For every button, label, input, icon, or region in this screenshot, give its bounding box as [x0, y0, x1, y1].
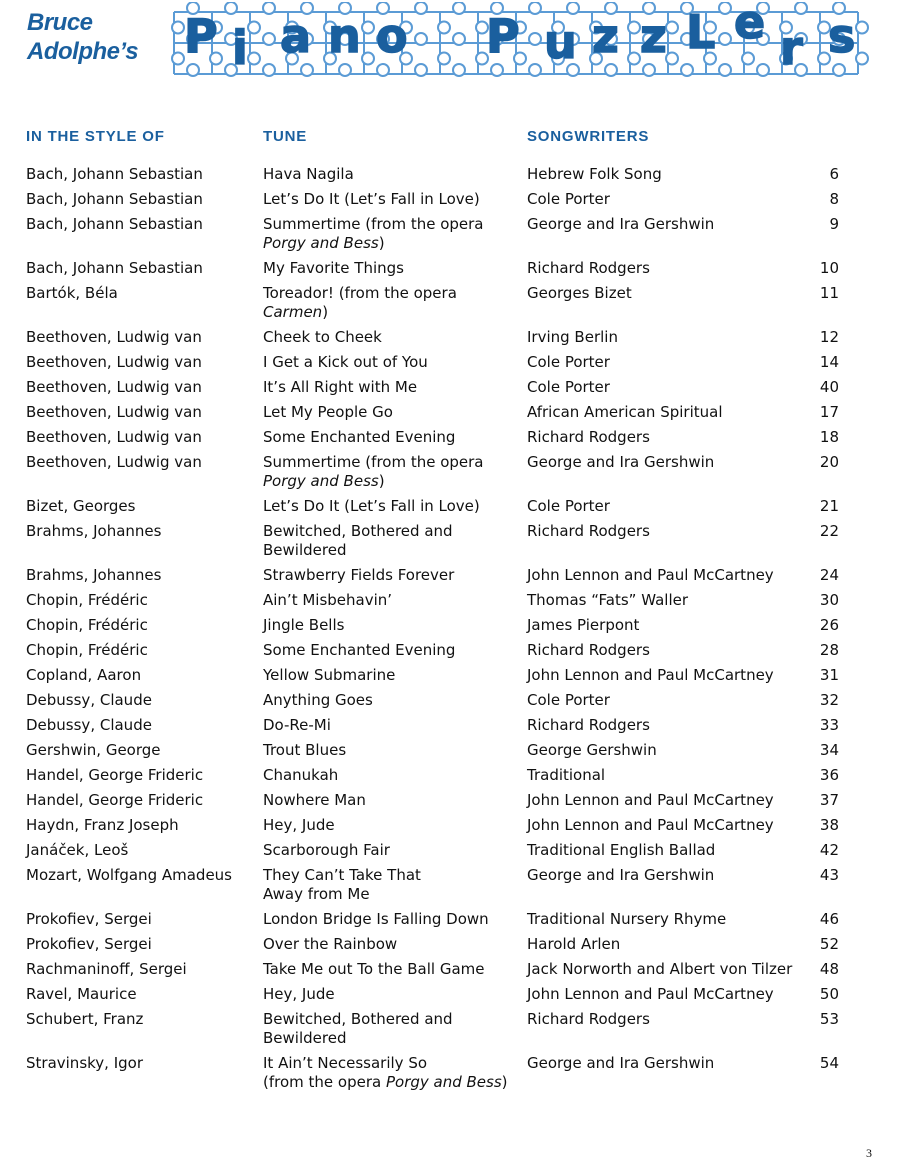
tune-line-1: Some Enchanted Evening — [263, 641, 456, 659]
puzzle-knob — [628, 22, 640, 34]
tune-cell — [263, 985, 335, 1004]
songwriter-cell: George and Ira Gershwin — [527, 866, 715, 884]
tune-line-1: Hey, Jude — [263, 985, 335, 1003]
logo-letter: z — [592, 9, 619, 63]
logo-letter: z — [640, 9, 667, 63]
style-cell: Bartók, Béla — [26, 284, 118, 302]
songwriter-cell: John Lennon and Paul McCartney — [527, 791, 774, 809]
tune-line-2-text: Away from Me — [263, 885, 370, 903]
page-cell: 42 — [819, 841, 839, 859]
songwriter-cell: Georges Bizet — [527, 284, 632, 302]
songwriter-cell: George Gershwin — [527, 741, 657, 759]
puzzle-knob — [666, 53, 678, 65]
songwriter-cell: George and Ira Gershwin — [527, 215, 715, 233]
table-row — [0, 328, 901, 353]
logo-letter: r — [780, 21, 803, 75]
page-cell: 12 — [819, 328, 839, 346]
tune-cell — [263, 522, 453, 560]
puzzle-knob — [453, 64, 465, 76]
tune-cell — [263, 284, 457, 322]
page-cell: 20 — [819, 453, 839, 471]
contents-table — [0, 165, 901, 1098]
style-cell: Beethoven, Ludwig van — [26, 428, 202, 446]
songwriter-cell: George and Ira Gershwin — [527, 453, 715, 471]
tune-line-2-closing: ) — [501, 1073, 508, 1091]
tune-cell — [263, 666, 395, 685]
tune-cell — [263, 1010, 453, 1048]
page-cell: 53 — [819, 1010, 839, 1028]
table-row — [0, 522, 901, 566]
style-cell: Debussy, Claude — [26, 691, 152, 709]
puzzle-knob — [438, 53, 450, 65]
songwriter-cell: James Pierpont — [527, 616, 640, 634]
page-cell: 22 — [819, 522, 839, 540]
puzzle-knob — [438, 22, 450, 34]
page-cell: 48 — [819, 960, 839, 978]
songwriter-cell: Cole Porter — [527, 691, 610, 709]
style-cell: Beethoven, Ludwig van — [26, 378, 202, 396]
style-cell: Beethoven, Ludwig van — [26, 403, 202, 421]
page-cell: 37 — [819, 791, 839, 809]
table-row — [0, 566, 901, 591]
tune-cell — [263, 741, 346, 760]
puzzle-knob — [187, 64, 199, 76]
column-header-style: IN THE STYLE OF — [26, 128, 165, 145]
puzzle-knob — [339, 64, 351, 76]
songwriter-cell: Richard Rodgers — [527, 428, 650, 446]
tune-cell — [263, 766, 338, 785]
style-cell: Mozart, Wolfgang Amadeus — [26, 866, 232, 884]
tune-cell — [263, 165, 354, 184]
tune-line-2-italic: Carmen — [263, 303, 323, 321]
page-cell: 11 — [819, 284, 839, 302]
puzzle-knob — [856, 53, 868, 65]
puzzle-knob — [225, 2, 237, 14]
songwriter-cell: Jack Norworth and Albert von Tilzer — [527, 960, 793, 978]
tune-cell — [263, 910, 489, 929]
logo-letter: i — [232, 21, 248, 75]
tune-line-2-closing: ) — [378, 472, 385, 490]
puzzle-knob — [719, 64, 731, 76]
page-cell: 10 — [819, 259, 839, 277]
tune-line-2-closing: ) — [378, 234, 385, 252]
style-cell: Beethoven, Ludwig van — [26, 453, 202, 471]
table-row — [0, 284, 901, 328]
table-row — [0, 716, 901, 741]
tune-cell — [263, 328, 382, 347]
style-cell: Chopin, Frédéric — [26, 591, 148, 609]
tune-line-1: Summertime (from the opera — [263, 453, 484, 471]
songwriter-cell: Cole Porter — [527, 190, 610, 208]
tune-line-2 — [263, 541, 453, 560]
tune-line-2 — [263, 1073, 508, 1092]
table-row — [0, 841, 901, 866]
table-row — [0, 985, 901, 1010]
puzzle-knob — [453, 2, 465, 14]
tune-line-2-text: Bewildered — [263, 541, 347, 559]
style-cell: Janáček, Leoš — [26, 841, 129, 859]
songwriter-cell: Richard Rodgers — [527, 641, 650, 659]
tune-line-1: Jingle Bells — [263, 616, 345, 634]
tune-line-1: Anything Goes — [263, 691, 373, 709]
style-cell: Brahms, Johannes — [26, 566, 162, 584]
tune-line-1: Let’s Do It (Let’s Fall in Love) — [263, 190, 480, 208]
puzzle-knob — [719, 33, 731, 45]
style-cell: Copland, Aaron — [26, 666, 142, 684]
style-cell: Debussy, Claude — [26, 716, 152, 734]
page-cell: 31 — [819, 666, 839, 684]
style-cell: Handel, George Frideric — [26, 791, 204, 809]
tune-line-1: They Can’t Take That — [263, 866, 421, 884]
table-row — [0, 428, 901, 453]
logo-letter: o — [376, 9, 408, 63]
puzzle-knob — [415, 64, 427, 76]
tune-cell — [263, 791, 366, 810]
tune-cell — [263, 616, 344, 635]
tune-cell — [263, 566, 454, 585]
table-row — [0, 816, 901, 841]
page-cell: 14 — [819, 353, 839, 371]
songwriter-cell: George and Ira Gershwin — [527, 1054, 715, 1072]
table-row — [0, 1054, 901, 1098]
tune-line-1: Hey, Jude — [263, 816, 335, 834]
tune-cell — [263, 691, 373, 710]
puzzle-knob — [666, 22, 678, 34]
tune-line-1: Bewitched, Bothered and — [263, 1010, 453, 1028]
tune-cell — [263, 428, 455, 447]
page-cell: 46 — [819, 910, 839, 928]
tune-line-1: Ain’t Misbehavin’ — [263, 591, 393, 609]
tune-line-1: Nowhere Man — [263, 791, 366, 809]
table-row — [0, 497, 901, 522]
page-cell: 28 — [819, 641, 839, 659]
tune-line-1: My Favorite Things — [263, 259, 404, 277]
table-row — [0, 215, 901, 259]
page-cell: 26 — [819, 616, 839, 634]
puzzle-knob — [628, 53, 640, 65]
tune-cell — [263, 816, 335, 835]
tune-line-1: Some Enchanted Evening — [263, 428, 456, 446]
puzzle-knob — [263, 64, 275, 76]
tune-cell — [263, 353, 428, 372]
tune-cell — [263, 716, 331, 735]
table-row — [0, 641, 901, 666]
songwriter-cell: John Lennon and Paul McCartney — [527, 816, 774, 834]
tune-cell — [263, 960, 484, 979]
songwriter-cell: Cole Porter — [527, 378, 610, 396]
tune-line-1: Toreador! (from the opera — [263, 284, 457, 302]
tune-line-2-text: Bewildered — [263, 1029, 347, 1047]
page-cell: 17 — [819, 403, 839, 421]
table-row — [0, 791, 901, 816]
author-name — [27, 8, 138, 66]
style-cell: Bach, Johann Sebastian — [26, 165, 203, 183]
songwriter-cell: Traditional — [527, 766, 606, 784]
tune-cell — [263, 215, 484, 253]
tune-line-2-italic: Porgy and Bess — [263, 234, 379, 252]
style-cell: Gershwin, George — [26, 741, 161, 759]
style-cell: Chopin, Frédéric — [26, 641, 148, 659]
style-cell: Haydn, Franz Joseph — [26, 816, 179, 834]
style-cell: Stravinsky, Igor — [26, 1054, 143, 1072]
table-row — [0, 190, 901, 215]
puzzle-knob — [833, 64, 845, 76]
page-cell: 38 — [819, 816, 839, 834]
tune-line-2 — [263, 303, 457, 322]
table-row — [0, 960, 901, 985]
songwriter-cell: Richard Rodgers — [527, 522, 650, 540]
puzzle-knob — [362, 22, 374, 34]
puzzle-knob — [301, 64, 313, 76]
puzzle-knob — [263, 2, 275, 14]
tune-cell — [263, 591, 392, 610]
puzzle-knob — [719, 2, 731, 14]
songwriter-cell: Cole Porter — [527, 497, 610, 515]
logo-letter: L — [686, 5, 716, 59]
tune-cell — [263, 259, 404, 278]
puzzle-knob — [567, 2, 579, 14]
page-cell: 9 — [829, 215, 839, 233]
puzzle-knob — [415, 33, 427, 45]
puzzle-knob — [605, 64, 617, 76]
style-cell: Beethoven, Ludwig van — [26, 328, 202, 346]
tune-line-2-closing: ) — [322, 303, 329, 321]
puzzle-knob — [453, 33, 465, 45]
tune-cell — [263, 378, 417, 397]
logo-letter: P — [184, 9, 218, 63]
logo-letter: a — [280, 9, 312, 63]
puzzle-knob — [529, 64, 541, 76]
style-cell: Schubert, Franz — [26, 1010, 144, 1028]
tune-line-1: Scarborough Fair — [263, 841, 390, 859]
table-row — [0, 1010, 901, 1054]
table-row — [0, 910, 901, 935]
page-cell: 18 — [819, 428, 839, 446]
table-row — [0, 616, 901, 641]
piano-puzzlers-logo — [160, 2, 876, 80]
table-row — [0, 866, 901, 910]
tune-line-1: London Bridge Is Falling Down — [263, 910, 489, 928]
table-row — [0, 591, 901, 616]
style-cell: Bach, Johann Sebastian — [26, 259, 203, 277]
tune-line-2 — [263, 234, 484, 253]
tune-line-1: Summertime (from the opera — [263, 215, 484, 233]
column-header-songwriters: SONGWRITERS — [527, 128, 650, 145]
songwriter-cell: John Lennon and Paul McCartney — [527, 666, 774, 684]
puzzle-knob — [377, 64, 389, 76]
tune-line-1: Cheek to Cheek — [263, 328, 382, 346]
tune-cell — [263, 403, 393, 422]
page-cell: 43 — [819, 866, 839, 884]
puzzle-knob — [263, 33, 275, 45]
style-cell: Beethoven, Ludwig van — [26, 353, 202, 371]
puzzle-knob — [681, 64, 693, 76]
tune-line-1: Let’s Do It (Let’s Fall in Love) — [263, 497, 480, 515]
style-cell: Bizet, Georges — [26, 497, 136, 515]
puzzle-knob — [172, 22, 184, 34]
tune-cell — [263, 935, 397, 954]
page-header — [0, 0, 901, 90]
puzzle-knob — [415, 2, 427, 14]
table-row — [0, 259, 901, 284]
puzzle-knob — [529, 33, 541, 45]
style-cell: Bach, Johann Sebastian — [26, 190, 203, 208]
style-cell: Bach, Johann Sebastian — [26, 215, 203, 233]
tune-cell — [263, 453, 484, 491]
tune-line-2-italic: Porgy and Bess — [385, 1073, 502, 1091]
tune-line-1: Over the Rainbow — [263, 935, 398, 953]
tune-line-1: Do-Re-Mi — [263, 716, 331, 734]
style-cell: Rachmaninoff, Sergei — [26, 960, 187, 978]
page-cell: 50 — [819, 985, 839, 1003]
style-cell: Prokofiev, Sergei — [26, 910, 152, 928]
tune-line-1: Chanukah — [263, 766, 339, 784]
table-row — [0, 403, 901, 428]
puzzle-knob — [757, 64, 769, 76]
tune-cell — [263, 190, 480, 209]
page-cell: 6 — [829, 165, 839, 183]
style-cell: Ravel, Maurice — [26, 985, 137, 1003]
songwriter-cell: John Lennon and Paul McCartney — [527, 566, 774, 584]
table-row — [0, 691, 901, 716]
page-cell: 8 — [829, 190, 839, 208]
page-cell: 24 — [819, 566, 839, 584]
page-cell: 21 — [819, 497, 839, 515]
tune-line-2 — [263, 472, 484, 491]
style-cell: Handel, George Frideric — [26, 766, 204, 784]
page-cell: 54 — [819, 1054, 839, 1072]
style-cell: Prokofiev, Sergei — [26, 935, 152, 953]
table-row — [0, 353, 901, 378]
tune-line-1: Let My People Go — [263, 403, 393, 421]
songwriter-cell: Richard Rodgers — [527, 1010, 650, 1028]
songwriter-cell: Traditional English Ballad — [527, 841, 716, 859]
style-cell: Brahms, Johannes — [26, 522, 162, 540]
tune-line-1: Yellow Submarine — [263, 666, 396, 684]
puzzle-knob — [248, 22, 260, 34]
author-first-name: Bruce — [27, 9, 93, 36]
puzzle-knob — [856, 22, 868, 34]
tune-cell — [263, 1054, 508, 1092]
table-row — [0, 378, 901, 403]
songwriter-cell: John Lennon and Paul McCartney — [527, 985, 774, 1003]
logo-letter: n — [328, 9, 361, 63]
table-row — [0, 165, 901, 190]
tune-line-1: It Ain’t Necessarily So — [263, 1054, 428, 1072]
tune-cell — [263, 641, 455, 660]
songwriter-cell: Irving Berlin — [527, 328, 618, 346]
table-row — [0, 741, 901, 766]
page-cell: 40 — [819, 378, 839, 396]
songwriter-cell: Richard Rodgers — [527, 716, 650, 734]
songwriter-cell: Hebrew Folk Song — [527, 165, 662, 183]
logo-letter: e — [734, 2, 766, 49]
page-cell: 32 — [819, 691, 839, 709]
tune-cell — [263, 497, 480, 516]
table-row — [0, 935, 901, 960]
table-row — [0, 666, 901, 691]
page-cell: 52 — [819, 935, 839, 953]
logo-letter: u — [544, 15, 577, 69]
tune-line-1: Hava Nagila — [263, 165, 354, 183]
author-last-name: Adolphe’s — [27, 38, 139, 65]
tune-line-1: I Get a Kick out of You — [263, 353, 428, 371]
table-row — [0, 453, 901, 497]
tune-cell — [263, 866, 421, 904]
logo-letter: s — [828, 9, 856, 63]
songwriter-cell: Harold Arlen — [527, 935, 621, 953]
puzzle-knob — [362, 53, 374, 65]
songwriter-cell: Cole Porter — [527, 353, 610, 371]
table-row — [0, 766, 901, 791]
tune-line-1: Strawberry Fields Forever — [263, 566, 455, 584]
puzzle-knob — [529, 2, 541, 14]
puzzle-knob — [742, 53, 754, 65]
tune-line-2 — [263, 885, 421, 904]
tune-line-1: Trout Blues — [263, 741, 347, 759]
puzzle-knob — [795, 2, 807, 14]
tune-line-1: Bewitched, Bothered and — [263, 522, 453, 540]
puzzle-knob — [643, 64, 655, 76]
tune-line-2-text: (from the opera — [263, 1073, 386, 1091]
tune-line-2-italic: Porgy and Bess — [263, 472, 379, 490]
column-header-tune: TUNE — [263, 128, 308, 145]
tune-line-1: Take Me out To the Ball Game — [263, 960, 485, 978]
page-cell: 30 — [819, 591, 839, 609]
puzzle-knob — [172, 53, 184, 65]
songwriter-cell: African American Spiritual — [527, 403, 723, 421]
songwriter-cell: Richard Rodgers — [527, 259, 650, 277]
page-cell: 33 — [819, 716, 839, 734]
page-number: 3 — [866, 1146, 872, 1160]
page-cell: 34 — [819, 741, 839, 759]
style-cell: Chopin, Frédéric — [26, 616, 148, 634]
puzzle-knob — [491, 64, 503, 76]
puzzle-knob — [248, 53, 260, 65]
logo-letter: P — [486, 9, 520, 63]
songwriter-cell: Traditional Nursery Rhyme — [527, 910, 727, 928]
songwriter-cell: Thomas “Fats” Waller — [527, 591, 689, 609]
tune-line-1: It’s All Right with Me — [263, 378, 418, 396]
page-cell: 36 — [819, 766, 839, 784]
tune-line-2 — [263, 1029, 453, 1048]
tune-cell — [263, 841, 390, 860]
